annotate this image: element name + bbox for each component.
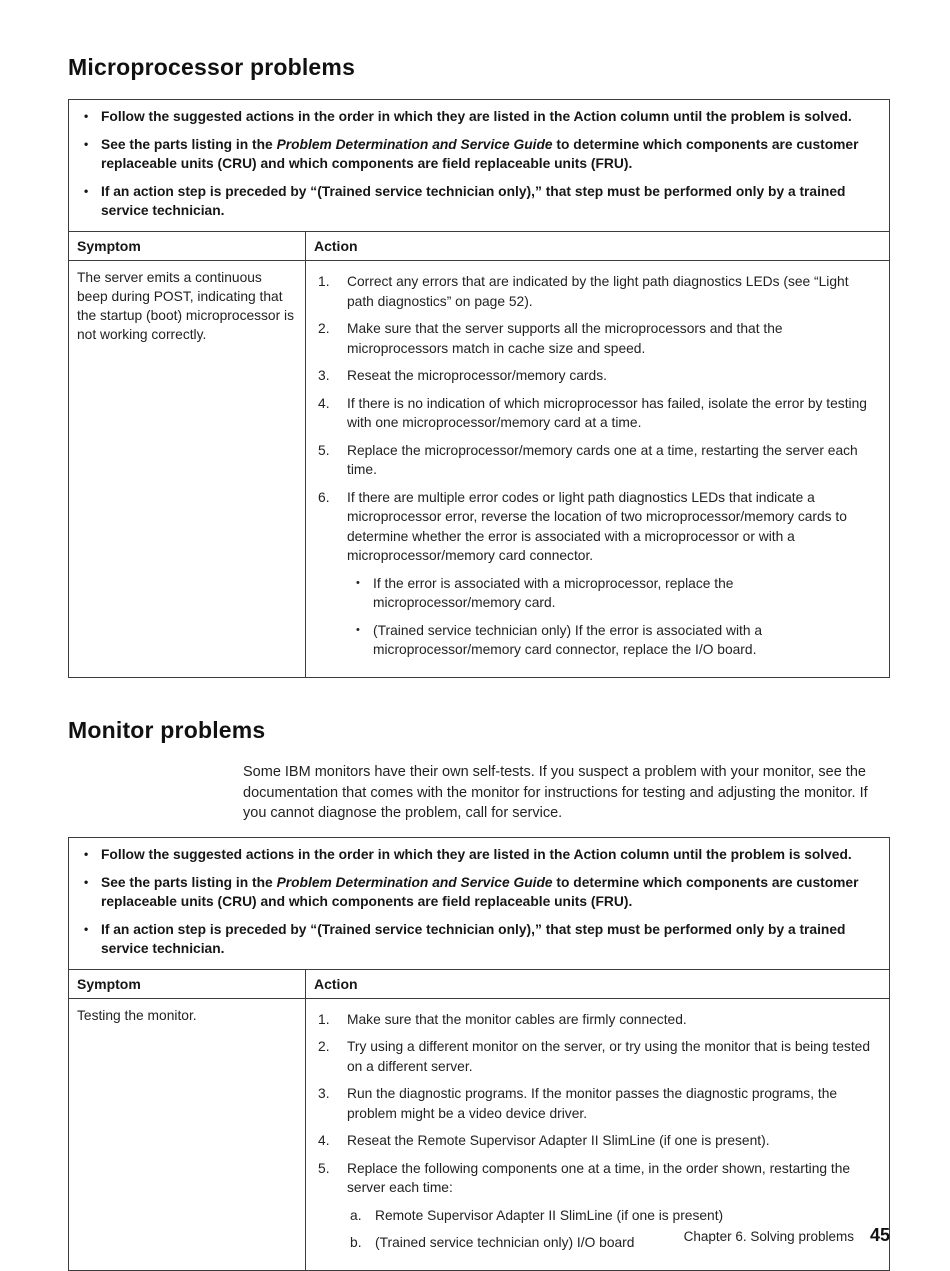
action-step-text: Replace the following components one at a time, in the order shown, restarting the server each time:	[347, 1160, 851, 1196]
page-footer	[684, 1225, 890, 1246]
action-step: Reseat the microprocessor/memory cards.	[347, 368, 607, 384]
action-cell	[306, 261, 890, 678]
notes-row	[69, 837, 890, 969]
action-step: Reseat the Remote Supervisor Adapter II SlimLine (if one is present).	[347, 1133, 770, 1149]
header-row	[69, 232, 890, 261]
note-bullet	[77, 873, 877, 911]
notes-list	[77, 107, 877, 220]
symptom-column-header: Symptom	[69, 969, 306, 998]
footer-page-number: 45	[869, 1225, 890, 1245]
note-text: See the parts listing in the	[101, 874, 277, 890]
action-step: If there is no indication of which microprocessor has failed, isolate the error by testing with one microprocessor/memory card at a time.	[347, 395, 867, 431]
note-text: If an action step is preceded by “(Trained service technician only),” that step must be performed only by a trained service technician.	[101, 921, 846, 956]
action-step: Make sure that the monitor cables are firmly connected.	[347, 1011, 687, 1027]
action-step: Make sure that the server supports all the microprocessors and that the microprocessors match in cache size and speed.	[347, 321, 783, 356]
section-title-monitor: Monitor problems	[68, 716, 266, 743]
action-substep: Remote Supervisor Adapter II SlimLine (if one is present)	[375, 1207, 724, 1223]
action-step: Run the diagnostic programs. If the monitor passes the diagnostic programs, the problem might be a video device driver.	[347, 1086, 838, 1121]
note-text: Follow the suggested actions in the order in which they are listed in the Action column until the problem is solved.	[101, 109, 852, 125]
action-substep: (Trained service technician only) I/O board	[375, 1235, 635, 1251]
symptom-column-header: Symptom	[69, 232, 306, 261]
section-title-microprocessor: Microprocessor problems	[68, 54, 356, 80]
action-column-header: Action	[306, 232, 890, 261]
action-substep-list	[347, 574, 879, 660]
notes-cell	[69, 837, 890, 969]
action-step: Correct any errors that are indicated by the light path diagnostics LEDs (see “Light path diagnostics” on page 52).	[347, 274, 849, 309]
action-step: Replace the microprocessor/memory cards one at a time, restarting the server each time.	[347, 442, 858, 478]
table-row	[69, 261, 890, 678]
action-substep: • If the error is associated with a microprocessor, replace the microprocessor/memory card.	[347, 574, 879, 613]
note-bullet	[77, 845, 877, 864]
note-bullet	[77, 920, 877, 958]
monitor-table	[68, 837, 890, 1271]
action-step	[316, 488, 879, 660]
note-bullet	[77, 107, 877, 126]
symptom-cell: The server emits a continuous beep during POST, indicating that the startup (boot) microprocessor is not working correctly.	[69, 261, 306, 678]
note-text: If an action step is preceded by “(Trained service technician only),” that step must be performed only by a trained service technician.	[101, 184, 846, 219]
action-step: Try using a different monitor on the server, or try using the monitor that is being tested on a different server.	[347, 1039, 871, 1074]
notes-cell	[69, 100, 890, 232]
microprocessor-table	[68, 99, 890, 678]
note-text: to determine which components are customer replaceable units (CRU) and which components are field replaceable units (FRU).	[101, 874, 859, 909]
note-text: See the parts listing in the	[101, 137, 277, 153]
note-bullet	[77, 182, 877, 220]
note-text: Follow the suggested actions in the order in which they are listed in the Action column until the problem is solved.	[101, 846, 852, 862]
notes-list	[77, 845, 877, 958]
action-step-text: If there are multiple error codes or light path diagnostics LEDs that indicate a microprocessor error, reverse the location of two microprocessor/memory cards to determine whether the error is associated with a microprocessor or with a microprocessor/memory card connector.	[347, 489, 847, 564]
note-text: to determine which components are customer replaceable units (CRU) and which components are field replaceable units (FRU).	[101, 137, 859, 172]
note-bullet	[77, 135, 877, 173]
header-row	[69, 969, 890, 998]
guide-title: Problem Determination and Service Guide	[276, 874, 553, 890]
action-list	[316, 1010, 879, 1253]
monitor-intro-paragraph: Some IBM monitors have their own self-tests. If you suspect a problem with your monitor, see the documentation that comes with the monitor for instructions for testing and adjusting the monitor. If you cannot diagnose the problem, call for service.	[243, 764, 868, 822]
action-substep: • (Trained service technician only) If the error is associated with a microprocessor/memory card connector, replace the I/O board.	[347, 621, 879, 660]
action-list	[316, 272, 879, 660]
guide-title: Problem Determination and Service Guide	[276, 137, 553, 153]
symptom-cell: Testing the monitor.	[69, 998, 306, 1270]
action-column-header: Action	[306, 969, 890, 998]
notes-row	[69, 100, 890, 232]
footer-chapter-label: Chapter 6. Solving problems	[683, 1229, 854, 1244]
